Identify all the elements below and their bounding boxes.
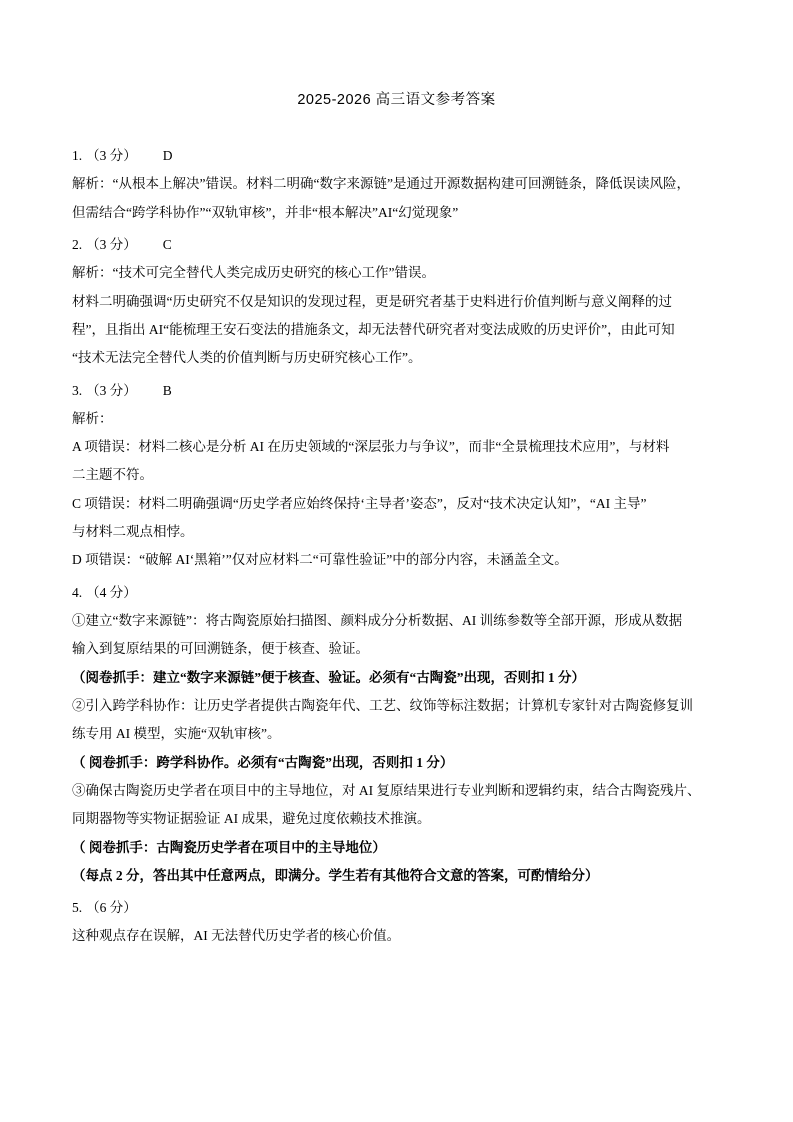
answer-paragraph: “技术无法完全替代人类的价值判断与历史研究核心工作”。 xyxy=(72,350,422,366)
grading-note: （阅卷抓手：建立“数字来源链”便于核查、验证。必须有“古陶瓷”出现，否则扣 1 分） xyxy=(72,669,585,685)
answer-paragraph: ③确保古陶瓷历史学者在项目中的主导地位，对 AI 复原结果进行专业判断和逻辑约束，结合古陶瓷残片、 xyxy=(72,782,701,798)
answer-paragraph: 同期器物等实物证据验证 AI 成果，避免过度依赖技术推演。 xyxy=(72,811,431,827)
question-answer: D xyxy=(162,148,173,163)
answer-paragraph: ①建立“数字来源链”：将古陶瓷原始扫描图、颜料成分分析数据、AI 训练参数等全部开源，形成从数据 xyxy=(72,613,683,628)
grading-note: （每点 2 分，答出其中任意两点，即满分。学生若有其他符合文意的答案，可酌情给分） xyxy=(72,867,599,883)
answer-paragraph: C 项错误：材料二明确强调“历史学者应始终保持‘主导者’姿态”，反对“技术决定认知”，“AI 主导” xyxy=(72,495,647,511)
question-number: 3. xyxy=(72,382,83,398)
answer-paragraph: 输入到复原结果的可回溯链条，便于核查、验证。 xyxy=(72,641,369,657)
question-heading xyxy=(72,232,721,258)
question-heading xyxy=(72,143,721,169)
question-heading xyxy=(72,580,721,606)
page-title: 2025-2026 高三语文参考答案 xyxy=(297,92,496,108)
answer-paragraph: 解析：“技术可完全替代人类完成历史研究的核心工作”错误。 xyxy=(72,265,435,281)
question-score: （3 分） xyxy=(86,236,137,252)
question-score: （3 分） xyxy=(86,382,137,398)
grading-note: （ 阅卷抓手：跨学科协作。必须有“古陶瓷”出现，否则扣 1 分） xyxy=(72,754,454,770)
question-score: （6 分） xyxy=(86,900,137,916)
question-number: 1. xyxy=(72,148,83,163)
question-answer: C xyxy=(162,236,172,252)
question-number: 5. xyxy=(72,900,83,916)
answer-paragraph: 二主题不符。 xyxy=(72,467,153,483)
document-body xyxy=(72,143,721,950)
answer-paragraph: 与材料二观点相悖。 xyxy=(72,524,194,540)
answer-paragraph: D 项错误：“破解 AI‘黑箱’”仅对应材料二“可靠性验证”中的部分内容，未涵盖全文。 xyxy=(72,552,568,568)
question-answer: B xyxy=(162,382,172,398)
answer-paragraph: 程”，且指出 AI“能梳理王安石变法的措施条文，却无法替代研究者对变法成败的历史评价”，由此可知 xyxy=(72,321,675,337)
answer-paragraph: 但需结合“跨学科协作”“双轨审核”，并非“根本解决”AI“幻觉现象” xyxy=(72,204,459,220)
answer-paragraph: A 项错误：材料二核心是分析 AI 在历史领域的“深层张力与争议”，而非“全景梳理技术应用”，与材料 xyxy=(72,439,670,455)
answer-paragraph: ②引入跨学科协作：让历史学者提供古陶瓷年代、工艺、纹饰等标注数据；计算机专家针对古陶瓷修复训 xyxy=(72,697,693,713)
answer-paragraph: 材料二明确强调“历史研究不仅是知识的发现过程，更是研究者基于史料进行价值判断与意义阐释的过 xyxy=(72,293,672,309)
question-score: （3 分） xyxy=(86,148,137,163)
question-number: 2. xyxy=(72,236,83,252)
answer-paragraph: 练专用 AI 模型，实施“双轨审核”。 xyxy=(72,726,281,742)
question-heading xyxy=(72,895,721,921)
question-number: 4. xyxy=(72,584,83,600)
question-score: （4 分） xyxy=(86,584,137,600)
answer-paragraph: 这种观点存在误解，AI 无法替代历史学者的核心价值。 xyxy=(72,928,401,944)
question-heading xyxy=(72,378,721,404)
answer-paragraph: 解析： xyxy=(72,410,113,426)
grading-note: （ 阅卷抓手：古陶瓷历史学者在项目中的主导地位） xyxy=(72,839,386,855)
answer-paragraph: 解析：“从根本上解决”错误。材料二明确“数字来源链”是通过开源数据构建可回溯链条，降低误读风险， xyxy=(72,176,690,192)
